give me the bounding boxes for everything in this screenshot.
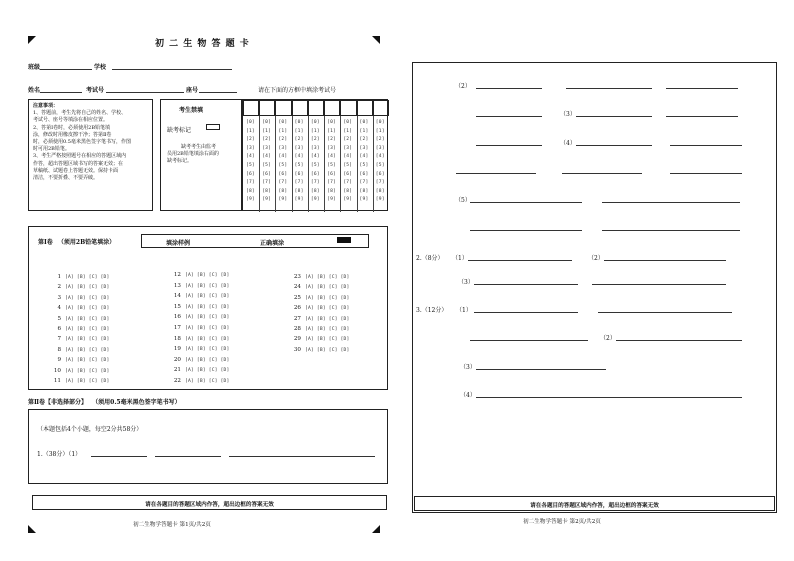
absent-mark-box[interactable] [206, 124, 220, 130]
id-bubble-6[interactable]: [6] [310, 171, 320, 177]
mc-question-number: 27 [293, 315, 301, 322]
warning-text-right: 请在各题目的答题区域内作答，超出边框的答案无效 [530, 503, 659, 509]
right-p5-answer-2[interactable] [602, 202, 740, 203]
mc-question-number: 16 [173, 314, 181, 321]
mc-question-number: 12 [173, 272, 181, 278]
id-bubble-8[interactable]: [8] [278, 188, 288, 194]
id-bubble-1[interactable]: [1] [327, 128, 337, 134]
id-bubble-2[interactable]: [2] [359, 137, 369, 143]
mc-options[interactable]: [A] [B] [C] [D] [185, 294, 230, 300]
id-bubble-8[interactable]: [8] [246, 188, 255, 194]
section1-hint: （须用2B铅笔填涂） [57, 239, 116, 246]
mc-options[interactable]: [A] [B] [C] [D] [185, 304, 230, 310]
class-field[interactable] [40, 69, 92, 70]
right-p2-label: （2） [455, 83, 471, 90]
mc-question-number: 1 [57, 274, 61, 280]
id-bubble-5[interactable]: [5] [359, 163, 369, 168]
q1-answer-1[interactable] [91, 456, 147, 457]
candidate-box-lines [167, 144, 219, 166]
right-p3-label: （3） [560, 111, 576, 118]
id-digit-write-cell[interactable] [340, 100, 356, 116]
right-p3-answer-2[interactable] [666, 116, 738, 117]
id-bubble-6[interactable]: [6] [343, 171, 353, 177]
notice-line: 1、答题前，考生先将自己的姓名、学校、 [33, 110, 127, 117]
corner-mark-top-right [372, 36, 380, 44]
id-bubble-6[interactable]: [6] [262, 171, 272, 177]
section1-title [38, 237, 115, 246]
mc-question-number: 29 [293, 336, 301, 343]
id-digit-write-cell[interactable] [373, 100, 389, 116]
q2-3-answer-2[interactable] [592, 284, 726, 285]
mc-question-number: 6 [57, 326, 61, 332]
id-bubble-7[interactable]: [7] [343, 180, 353, 186]
id-bubble-1[interactable]: [1] [278, 128, 288, 134]
mc-question-row [287, 336, 350, 355]
id-bubble-2[interactable]: [2] [343, 137, 353, 143]
warning-text-left: 请在各题目的答题区域内作答，超出边框的答案无效 [145, 502, 274, 508]
notice-box [28, 99, 153, 211]
right-p5-answer-1[interactable] [470, 202, 582, 203]
warning-box-right [414, 496, 775, 511]
mc-options[interactable]: [A] [B] [C] [D] [65, 337, 110, 343]
id-bubble-8[interactable]: [8] [310, 188, 320, 194]
mc-options[interactable]: [A] [B] [C] [D] [305, 316, 350, 322]
section2-title: 第Ⅱ卷【非选择部分】 [28, 399, 88, 406]
id-digit-write-cell[interactable] [243, 100, 259, 116]
mc-question-number: 21 [173, 367, 181, 374]
id-bubble-7[interactable]: [7] [246, 180, 255, 186]
mc-options[interactable]: [A] [B] [C] [D] [65, 368, 110, 374]
mc-options[interactable]: [A] [B] [C] [D] [65, 295, 110, 301]
id-bubble-0[interactable]: [0] [327, 120, 337, 125]
id-digit-write-cell[interactable] [308, 100, 324, 116]
id-bubble-9[interactable]: [9] [262, 197, 272, 203]
q3-2-answer[interactable] [616, 340, 742, 341]
corner-mark-bottom-left [28, 525, 36, 533]
mc-options[interactable]: [A] [B] [C] [D] [185, 336, 230, 342]
mc-options[interactable]: [A] [B] [C] [D] [185, 368, 230, 374]
id-bubble-8[interactable]: [8] [262, 188, 272, 194]
class-label: 班级 [28, 64, 41, 71]
q3-1-label: （1） [456, 307, 472, 314]
mc-options[interactable]: [A] [B] [C] [D] [305, 347, 350, 353]
mc-question-number: 9 [57, 357, 61, 364]
id-bubble-6[interactable]: [6] [375, 171, 385, 177]
candidate-box-title: 考生禁填 [179, 107, 204, 114]
id-bubble-4[interactable]: [4] [294, 154, 304, 160]
id-bubble-0[interactable]: [0] [246, 120, 255, 125]
id-bubble-5[interactable]: [5] [246, 163, 255, 168]
q2-2-answer[interactable] [604, 260, 726, 261]
mc-question-number: 5 [57, 315, 61, 322]
mc-options[interactable]: [A] [B] [C] [D] [185, 283, 230, 289]
id-bubble-3[interactable]: [3] [375, 145, 385, 151]
right-p4-answer-1[interactable] [576, 145, 652, 146]
corner-mark-bottom-right [372, 525, 380, 533]
right-row4-answer-2[interactable] [562, 173, 642, 174]
candidate-box-line: 缺考考生由监考 [181, 144, 217, 150]
id-bubble-7[interactable]: [7] [310, 180, 320, 186]
q3-4-label: （4） [460, 392, 476, 399]
id-bubble-9[interactable]: [9] [343, 197, 353, 203]
mc-options[interactable]: [A] [B] [C] [D] [305, 337, 350, 343]
id-bubble-4[interactable]: [4] [375, 154, 385, 160]
id-bubble-7[interactable]: [7] [327, 180, 337, 186]
id-bubble-4[interactable]: [4] [278, 154, 288, 160]
id-bubble-2[interactable]: [2] [375, 137, 385, 143]
section1-box [28, 226, 388, 390]
example-label: 填涂样例 [166, 240, 191, 247]
id-bubble-7[interactable]: [7] [294, 180, 304, 186]
right-p5-label: （5） [455, 197, 471, 204]
right-p4-answer-2[interactable] [670, 145, 742, 146]
id-bubble-5[interactable]: [5] [278, 163, 288, 168]
section2-title-row [28, 397, 181, 406]
notice-line: 时，必须使用0.5毫米黑色签字笔书写，作图 [33, 139, 131, 146]
mc-options[interactable]: [A] [B] [C] [D] [305, 327, 350, 332]
id-bubble-0[interactable]: [0] [262, 120, 272, 125]
id-bubble-3[interactable]: [3] [278, 145, 288, 151]
seat-field[interactable] [199, 92, 237, 93]
notice-line: 作答，超出答题区域书写的答案无效；在 [33, 160, 124, 167]
mc-question-number: 22 [173, 378, 181, 384]
fill-hint: 请在下面的方框中填涂考试号 [258, 87, 337, 94]
right-page-frame [412, 62, 777, 513]
mc-question-number: 18 [173, 335, 181, 342]
id-bubble-1[interactable]: [1] [262, 128, 272, 134]
notice-title: 注意事项： [33, 103, 59, 109]
section2-box [28, 409, 388, 484]
mc-question-number: 24 [293, 284, 301, 291]
q3-4-answer[interactable] [476, 397, 742, 398]
mc-options[interactable]: [A] [B] [C] [D] [65, 379, 110, 384]
id-bubble-2[interactable]: [2] [246, 137, 255, 143]
id-bubble-9[interactable]: [9] [310, 197, 320, 203]
id-bubble-1[interactable]: [1] [294, 128, 304, 134]
mc-options[interactable]: [A] [B] [C] [D] [185, 315, 230, 321]
id-bubble-5[interactable]: [5] [327, 163, 337, 168]
q2-3-label: （3） [458, 279, 474, 286]
mc-question-number: 20 [173, 356, 181, 363]
mc-question-number: 25 [293, 294, 301, 301]
right-row3-answer-1[interactable] [476, 145, 542, 146]
exam-no-field[interactable] [106, 92, 184, 93]
id-bubble-5[interactable]: [5] [343, 163, 353, 168]
mc-options[interactable]: [A] [B] [C] [D] [305, 275, 350, 280]
id-bubble-2[interactable]: [2] [327, 137, 337, 143]
mc-question-number: 8 [57, 346, 61, 353]
page-title: 初 二 生 物 答 题 卡 [155, 39, 250, 49]
candidate-box-line: 缺考标记。 [167, 158, 193, 165]
mc-options[interactable]: [A] [B] [C] [D] [65, 358, 110, 364]
id-bubble-3[interactable]: [3] [246, 145, 255, 151]
correct-label: 正确填涂 [260, 240, 285, 247]
school-field[interactable] [112, 69, 232, 70]
id-bubble-1[interactable]: [1] [343, 128, 353, 134]
mc-question-number: 28 [293, 326, 301, 332]
exam-no-label: 考试号 [86, 87, 105, 94]
id-bubble-8[interactable]: [8] [359, 188, 369, 194]
id-bubble-3[interactable]: [3] [294, 145, 304, 151]
mc-question-row [47, 367, 110, 386]
notice-line: 草稿纸、试题卷上答题无效。保持卡面 [33, 167, 119, 174]
q3-3-label: （3） [460, 364, 476, 371]
name-label: 姓名 [28, 87, 41, 94]
mc-options[interactable]: [A] [B] [C] [D] [305, 285, 350, 291]
id-bubble-3[interactable]: [3] [343, 145, 353, 151]
mc-options[interactable]: [A] [B] [C] [D] [65, 275, 110, 280]
school-label: 学校 [94, 64, 107, 71]
q3-3-answer[interactable] [476, 369, 606, 370]
mc-question-number: 14 [173, 293, 181, 300]
id-bubble-1[interactable]: [1] [310, 128, 320, 134]
id-bubble-5[interactable]: [5] [262, 163, 272, 168]
right-p2-answer-1[interactable] [476, 88, 542, 89]
right-row4-answer-3[interactable] [670, 173, 742, 174]
mc-options[interactable]: [A] [B] [C] [D] [65, 347, 110, 353]
mc-question-number: 19 [173, 346, 181, 353]
name-field[interactable] [40, 92, 82, 93]
notice-line: 考试号、座号等填涂在相应位置。 [33, 117, 109, 124]
right-row4-answer-1[interactable] [456, 173, 536, 174]
id-bubble-7[interactable]: [7] [262, 180, 272, 186]
q2-1-answer[interactable] [468, 260, 572, 261]
mc-question-number: 7 [57, 336, 61, 343]
mc-options[interactable]: [A] [B] [C] [D] [65, 327, 110, 332]
id-bubble-5[interactable]: [5] [310, 163, 320, 168]
id-digit-write-cell[interactable] [259, 100, 275, 116]
id-bubble-2[interactable]: [2] [278, 137, 288, 143]
id-bubble-9[interactable]: [9] [246, 197, 255, 203]
section2-hint: （须用0.5毫米黑色签字笔书写） [92, 399, 181, 406]
id-bubble-9[interactable]: [9] [294, 197, 304, 203]
mc-question-number: 2 [57, 284, 61, 291]
id-bubble-6[interactable]: [6] [278, 171, 288, 177]
mc-options[interactable]: [A] [B] [C] [D] [185, 326, 230, 331]
exam-id-grid [242, 99, 388, 211]
id-bubble-5[interactable]: [5] [375, 163, 385, 168]
id-bubble-9[interactable]: [9] [278, 197, 288, 203]
id-bubble-8[interactable]: [8] [343, 188, 353, 194]
id-bubble-4[interactable]: [4] [310, 154, 320, 160]
mc-options[interactable]: [A] [B] [C] [D] [185, 379, 230, 384]
id-bubble-1[interactable]: [1] [359, 128, 369, 134]
id-bubble-0[interactable]: [0] [310, 120, 320, 125]
id-digit-write-cell[interactable] [324, 100, 340, 116]
example-box [141, 234, 369, 248]
id-bubble-7[interactable]: [7] [375, 180, 385, 186]
notice-lines [33, 110, 148, 182]
mc-question-number: 15 [173, 303, 181, 310]
right-row2-answer-1[interactable] [476, 116, 542, 117]
footer-right: 初二生物学答题卡 第2页/共2页 [523, 519, 601, 525]
right-row6-answer-1[interactable] [470, 230, 582, 231]
id-bubble-0[interactable]: [0] [294, 120, 304, 125]
mc-question-number: 10 [53, 367, 61, 374]
id-bubble-7[interactable]: [7] [359, 180, 369, 186]
mc-question-number: 13 [173, 282, 181, 289]
id-bubble-1[interactable]: [1] [246, 128, 255, 134]
mc-question-number: 4 [57, 305, 61, 312]
id-digit-write-cell[interactable] [292, 100, 308, 116]
q1-answer-2[interactable] [155, 456, 221, 457]
id-bubble-8[interactable]: [8] [327, 188, 337, 194]
id-bubble-2[interactable]: [2] [310, 137, 320, 143]
q2-2-label: （2） [588, 255, 604, 262]
q3-1-answer-1[interactable] [474, 312, 578, 313]
notice-line: 3、考生严格按照题号在相应的答题区域内 [33, 153, 127, 160]
mc-options[interactable]: [A] [B] [C] [D] [185, 357, 230, 363]
mc-question-number: 26 [293, 305, 301, 312]
corner-mark-top-left [28, 36, 36, 44]
id-bubble-9[interactable]: [9] [327, 197, 337, 203]
id-bubble-3[interactable]: [3] [327, 145, 337, 151]
mc-question-number: 17 [173, 325, 181, 331]
id-bubble-4[interactable]: [4] [359, 154, 369, 160]
notice-line: 涂，修改时用橡皮擦干净；答第Ⅱ卷 [33, 131, 112, 138]
id-bubble-9[interactable]: [9] [375, 197, 385, 203]
right-p2-answer-2[interactable] [566, 88, 652, 89]
mc-question-row [167, 367, 230, 386]
id-bubble-3[interactable]: [3] [359, 145, 369, 151]
id-bubble-8[interactable]: [8] [294, 188, 304, 194]
absent-label: 缺考标记 [167, 127, 192, 134]
warning-box-left [32, 495, 387, 510]
mc-question-number: 23 [293, 274, 301, 280]
mc-options[interactable]: [A] [B] [C] [D] [65, 285, 110, 291]
id-bubble-7[interactable]: [7] [278, 180, 288, 186]
id-bubble-2[interactable]: [2] [294, 137, 304, 143]
id-bubble-4[interactable]: [4] [343, 154, 353, 160]
mc-options[interactable]: [A] [B] [C] [D] [185, 273, 230, 278]
mc-options[interactable]: [A] [B] [C] [D] [65, 306, 110, 312]
q2-3-answer-1[interactable] [474, 284, 578, 285]
mc-options[interactable]: [A] [B] [C] [D] [305, 295, 350, 301]
id-bubble-6[interactable]: [6] [246, 171, 255, 177]
right-p4-label: （4） [560, 140, 576, 147]
id-bubble-6[interactable]: [6] [327, 171, 337, 177]
id-bubble-4[interactable]: [4] [327, 154, 337, 160]
mc-options[interactable]: [A] [B] [C] [D] [305, 306, 350, 312]
id-bubble-0[interactable]: [0] [278, 120, 288, 125]
section1-title-text: 第Ⅰ卷 [38, 239, 53, 246]
id-bubble-4[interactable]: [4] [262, 154, 272, 160]
id-bubble-5[interactable]: [5] [294, 163, 304, 168]
mc-options[interactable]: [A] [B] [C] [D] [185, 347, 230, 353]
right-p2-answer-3[interactable] [666, 88, 738, 89]
id-bubble-1[interactable]: [1] [375, 128, 385, 134]
mc-options[interactable]: [A] [B] [C] [D] [65, 316, 110, 322]
q1-label: 1.（38分）（1） [37, 451, 82, 458]
notice-line: 清洁，不要折叠、不要弄破。 [33, 175, 99, 182]
notice-line: 2、答第Ⅰ卷时，必须使用2B铅笔填 [33, 124, 111, 131]
id-bubble-6[interactable]: [6] [359, 171, 369, 177]
id-bubble-0[interactable]: [0] [359, 120, 369, 125]
mc-question-number: 3 [57, 294, 61, 301]
mc-question-number: 11 [53, 378, 61, 384]
id-bubble-3[interactable]: [3] [262, 145, 272, 151]
seat-label: 座号 [186, 87, 199, 94]
q3-2-label: （2） [600, 335, 616, 342]
id-bubble-3[interactable]: [3] [310, 145, 320, 151]
q3-1-answer-2[interactable] [598, 312, 732, 313]
id-bubble-9[interactable]: [9] [359, 197, 369, 203]
notice-line: 时可用2B铅笔。 [33, 146, 70, 153]
candidate-box-line: 员用2B铅笔填涂右面的 [167, 151, 219, 158]
id-bubble-0[interactable]: [0] [343, 120, 353, 125]
footer-left: 初二生物学答题卡 第1页/共2页 [133, 522, 211, 528]
q2-label: 2.（8分） [416, 255, 444, 262]
id-bubble-2[interactable]: [2] [262, 137, 272, 143]
q2-1-label: （1） [452, 255, 468, 262]
q3-label: 3.（12分） [416, 307, 448, 314]
candidate-box [160, 99, 242, 211]
id-bubble-6[interactable]: [6] [294, 171, 304, 177]
id-bubble-4[interactable]: [4] [246, 154, 255, 160]
id-digit-write-cell[interactable] [275, 100, 291, 116]
id-digit-write-cell[interactable] [357, 100, 373, 116]
id-bubble-0[interactable]: [0] [375, 120, 385, 125]
filled-example-mark [337, 237, 351, 243]
id-bubble-8[interactable]: [8] [375, 188, 385, 194]
right-row6-answer-2[interactable] [602, 230, 740, 231]
right-p3-answer-1[interactable] [576, 116, 652, 117]
q1-answer-3[interactable] [229, 456, 375, 457]
mc-question-number: 30 [293, 346, 301, 353]
q3-row2-answer-1[interactable] [470, 340, 588, 341]
section2-intro: （本题包括4个小题，每空2分共58分） [37, 426, 143, 433]
